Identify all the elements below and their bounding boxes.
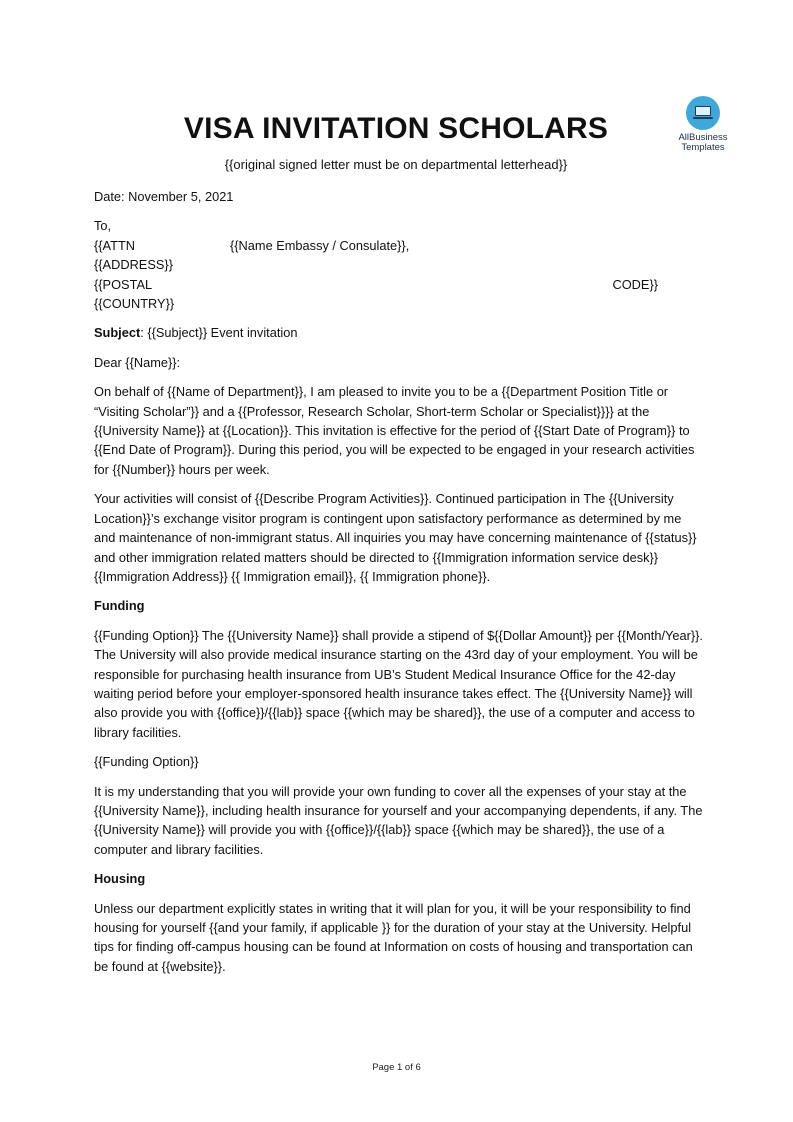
logo-line-1: AllBusiness (678, 132, 728, 143)
recipient-postal-left: {{POSTAL (94, 276, 153, 292)
recipient-attn: {{ATTN (94, 237, 136, 253)
subject-line (94, 323, 704, 342)
paragraph-housing: Unless our department explicitly states in writing that it will plan for you, it will be your responsibility to find housing for yourself {{and your family, if applicable }} for the duration of your stay at the University. Helpful tips for finding off-campus housing can be found at Information on costs of housing and transportation can be found at {{website}}. (94, 900, 693, 974)
recipient-to: To, (94, 218, 112, 234)
page-number: Page 1 of 6 (372, 1062, 421, 1073)
recipient-country: {{COUNTRY}} (94, 296, 175, 312)
recipient-postal-row (94, 275, 658, 294)
letter-body (94, 187, 704, 986)
subject-text: : {{Subject}} Event invitation (140, 325, 298, 341)
paragraph-funding-self: It is my understanding that you will provide your own funding to cover all the expenses of your stay at the {{University Name}}, including health insurance for yourself and your accompanying dependents, if any. The {{University Name}} will provide you with {{office}}/{{lab}} space {{which may be shared}}, the use of a computer and library facilities. (94, 783, 703, 857)
subject-label: Subject (94, 325, 141, 341)
paragraph-funding-stipend: {{Funding Option}} The {{University Name}} shall provide a stipend of ${{Dollar Amount}} per {{Month/Year}}. The University will also provide medical insurance starting on the 43rd day of your employment. You will be responsible for purchasing health insurance from UB’s Student Medical Insurance Office for the 42-day waiting period before your employer-sponsored health insurance takes effect. The {{University Name}} will also provide you with {{office}}/{{lab}} space {{which may be shared}}, the use of a computer and access to library facilities. (94, 627, 703, 740)
logo-line-2: Templates (681, 142, 725, 153)
recipient-attn-row (94, 236, 704, 255)
funding-option-label: {{Funding Option}} (94, 754, 199, 770)
recipient-postal-right: CODE}} (612, 276, 658, 292)
paragraph-activities: Your activities will consist of {{Describe Program Activities}}. Continued participation in The {{University Location}}’s exchange visitor program is contingent upon satisfactory performance as determined by me and maintenance of non-immigrant status. All inquiries you may have concerning maintenance of {{status}} and other immigration related matters should be directed to {{Immigration information service desk}} {{Immigration Address}} {{ Immigration email}}, {{ Immigration phone}}. (94, 491, 697, 584)
paragraph-invitation: On behalf of {{Name of Department}}, I am pleased to invite you to be a {{Department Position Title or “Visiting Scholar”}} and a {{Professor, Research Scholar, Short-term Scholar or Specialist}}}} at the {{University Name}} at {{Location}}. This invitation is effective for the period of {{Start Date of Program}} to {{End Date of Program}}. During this period, you will be expected to be engaged in your research activities for {{Number}} hours per week. (94, 384, 695, 477)
document-title: VISA INVITATION SCHOLARS (183, 112, 609, 145)
heading-housing: Housing (94, 871, 146, 887)
letter-date: Date: November 5, 2021 (94, 189, 234, 204)
recipient-embassy: {{Name Embassy / Consulate}}, (230, 237, 410, 253)
recipient-address: {{ADDRESS}} (94, 257, 173, 273)
greeting: Dear {{Name}}: (94, 354, 181, 370)
heading-funding: Funding (94, 598, 145, 614)
document-subtitle: {{original signed letter must be on departmental letterhead}} (224, 157, 568, 172)
